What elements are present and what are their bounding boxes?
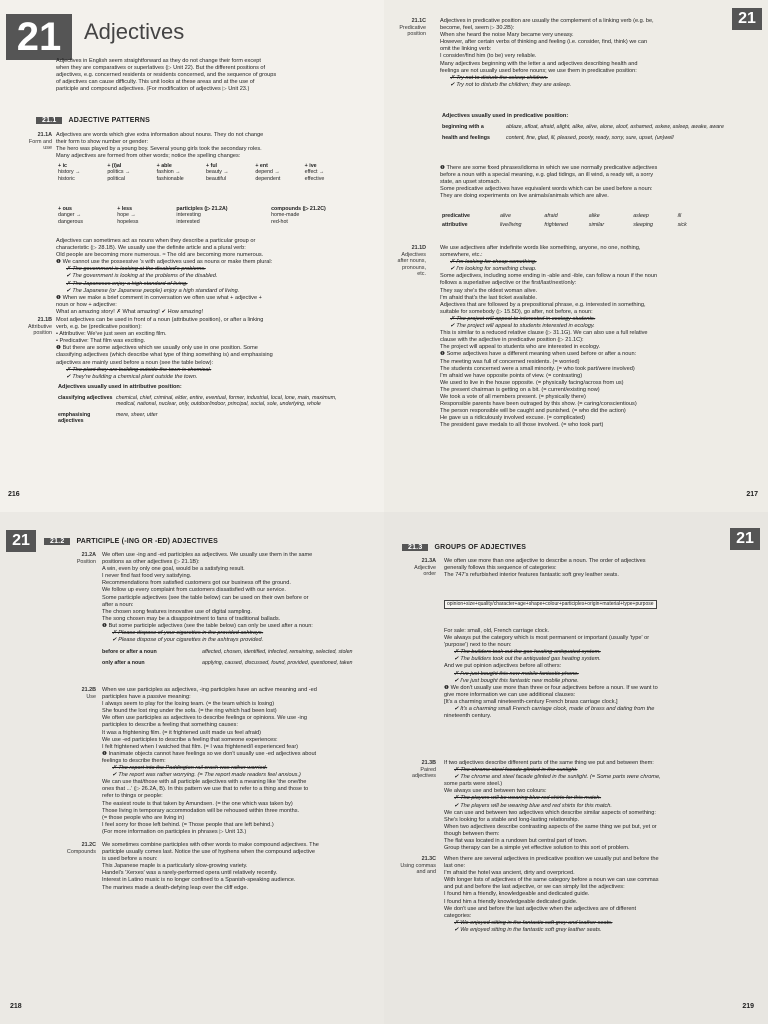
table-cell: live/living	[500, 222, 522, 229]
fixed-phrases-text	[440, 165, 740, 200]
text-line: suitable for somebody (▷ 15.5D), go after, not before, a noun:	[440, 308, 593, 315]
sidebar-section-number: 21.2C	[81, 842, 96, 848]
text-line: ✔ The project will appeal to students interested in ecology.	[450, 323, 595, 330]
text-line: Adjectives in predicative position are usually the complement of a linking verb (e.g. be,	[440, 18, 654, 24]
page-219	[384, 512, 768, 1024]
section-title: PARTICIPLE (-ING OR -ED) ADJECTIVES	[76, 538, 218, 545]
text-line: ✔ I'm looking for something cheap.	[450, 266, 537, 273]
text-line: ✔ The builders took out the antiquated gas heating system.	[454, 656, 601, 663]
text-line: ✔ The report was rather worrying. (= The report made readers feel anxious.)	[112, 772, 301, 779]
sidebar-label-text: Position	[76, 558, 96, 565]
section-21-2b-text	[102, 687, 368, 836]
text-line: noun or how + adjective:	[56, 301, 117, 308]
table-cell: historic	[58, 175, 75, 182]
text-line: Many adjectives are formed from other words; notice the spelling changes:	[56, 153, 241, 160]
table-cell: predicative	[442, 213, 470, 219]
table-header: + ful	[205, 163, 218, 169]
sidebar-section-number: 21.1A	[37, 132, 52, 138]
text-line: some parts were steel.)	[444, 781, 503, 788]
table-header: + able	[156, 163, 172, 169]
sidebar-label-text: order	[423, 571, 436, 578]
text-line: They say she's the oldest woman alive.	[440, 287, 538, 294]
sidebar-section-number: 21.3C	[421, 856, 436, 862]
text-line: ❶ When we make a brief comment in conversation we often use what + adjective +	[56, 294, 262, 301]
text-line: The project will appeal to students who are interested in ecology.	[440, 344, 601, 351]
text-line: 'purpose') next to the noun:	[444, 642, 512, 649]
attributive-table	[58, 395, 354, 425]
table-cell: dangerous	[58, 218, 84, 225]
text-line: Recommendations from satisfied customers got our business off the ground.	[102, 580, 291, 587]
suffix-table-2	[58, 206, 354, 225]
text-line: ✗ I've just bought this new mobile fantastic phone.	[454, 670, 579, 677]
text-line: before a noun with a special meaning, e.g. glad tidings, an ill wind, a ready wit, a sorry	[440, 172, 653, 179]
text-line: We always use and between two colours:	[444, 788, 547, 795]
text-line: He gave us a ridiculously involved excuse. (= complicated)	[440, 415, 586, 422]
table-header: + ous	[58, 206, 72, 212]
table-cell: effective	[304, 175, 325, 182]
table-header: + ive	[304, 163, 317, 169]
text-line: When we use participles as adjectives, -ing participles have an active meaning and -ed	[102, 687, 317, 693]
text-line: is used before a noun:	[102, 856, 158, 863]
section-number: 21.3	[402, 544, 428, 551]
section-title: ADJECTIVE PATTERNS	[68, 117, 150, 124]
sidebar-label-text: pronouns,	[402, 264, 426, 271]
text-line: I'm afraid we have opposite points of view. (= contrasting)	[440, 372, 583, 379]
text-line: when they are comparatives or superlatives (▷ Unit 22). But the different positions of	[56, 65, 266, 72]
pred-table-title: Adjectives usually used in predicative position:	[442, 113, 569, 119]
text-line: We always put the category which is most permanent or important (usually 'type' or	[444, 635, 650, 642]
text-line: We use -ed participles to describe a feeling that someone experiences:	[102, 736, 278, 743]
text-line: generally follows this sequence of categories:	[444, 565, 557, 572]
page-216	[0, 0, 384, 512]
page-number: 216	[8, 490, 20, 498]
text-line: ✔ We enjoyed sitting in the fantastic soft grey leather seats.	[454, 926, 602, 933]
table-cell: only after a noun	[102, 660, 145, 667]
sidebar-label-text: Form and	[28, 138, 52, 145]
sidebar-label-21-2c	[56, 842, 96, 855]
text-line: The marines made a death-defying leap over the cliff edge.	[102, 884, 249, 891]
table-cell: political	[107, 175, 125, 182]
text-line: It was a frightening film. (= it frightened us/it made us feel afraid)	[102, 729, 262, 736]
text-line: feelings are not usually used before nouns; we use them in predicative position:	[440, 67, 637, 74]
text-line: ✗ Try not to disturb the asleep children.	[450, 74, 548, 81]
text-line: The person responsible will be caught and punished. (= who did the action)	[440, 408, 626, 415]
text-line: The 747's refurbished interior features fantastic soft grey leather seats.	[444, 572, 619, 579]
table-cell: interesting	[176, 212, 201, 219]
page-number: 218	[10, 1002, 22, 1010]
text-line: clause with the adjective in predicative position (▷ 21.1C):	[440, 337, 584, 344]
text-line: The hero was played by a young boy. Several young girls took the secondary roles.	[56, 146, 262, 153]
sidebar-label-21-2b	[56, 687, 96, 700]
text-line: I felt frightened when I watched that film. (= I was frightened/I experienced fear)	[102, 743, 299, 750]
sidebar-label-text: adjectives	[412, 773, 436, 780]
text-line: classifying adjectives (which describe what type of thing something is) and emphasising	[56, 352, 273, 359]
intro-paragraph	[56, 58, 356, 93]
chapter-number-tab: 21	[730, 528, 760, 550]
text-line: positions as other adjectives (▷ 21.1B):	[102, 559, 200, 566]
text-line: The present chairman is getting on a bit. (= current/existing now)	[440, 386, 600, 393]
text-line: ✗ Please dispose of your cigarettes in the provided ashtrays.	[112, 630, 264, 637]
section-number: 21.1	[36, 117, 62, 124]
text-line: ✗ The plant they are building outside the town is chemical.	[66, 366, 212, 373]
section-heading-21-2	[44, 538, 218, 545]
table-cell: ill	[677, 213, 682, 219]
text-line: ✗ We enjoyed sitting in the fantastic soft grey and leather seats.	[454, 919, 613, 926]
text-line: Many adjectives beginning with the letter a and adjectives describing health and	[440, 60, 638, 67]
text-line: A win, even by only one goal, would be a satisfying result.	[102, 566, 245, 573]
sidebar-section-number: 21.1D	[411, 245, 426, 251]
text-line: What an amazing story! ✗ What amazing! ✔ How amazing!	[56, 308, 204, 315]
attr-table-title: Adjectives usually used in attributive position:	[58, 384, 182, 390]
text-line: ✗ I'm looking for cheap something.	[450, 259, 537, 266]
text-line: When there are several adjectives in predicative position we usually put and before the	[444, 856, 659, 862]
text-line: ❶ But there are some adjectives which we usually only use in one position. Some	[56, 345, 258, 352]
table-header: participles (▷ 21.2A)	[176, 206, 228, 212]
table-cell: interested	[176, 218, 200, 225]
table-cell: depend →	[255, 169, 280, 176]
adjective-order-sequence: opinion+size+quality/character+age+shape+colour+participles+origin+material+type+purpose	[444, 600, 657, 609]
sidebar-label-text: Predicative	[399, 24, 426, 31]
text-line: become, feel, seem ▷ 30.2B):	[440, 25, 515, 32]
text-line: ❶ But some participle adjectives (see the table below) can only be used after a noun:	[102, 622, 313, 629]
text-line: ❶ We cannot use the possessive 's with adjectives used as nouns or make them plural:	[56, 259, 273, 266]
text-line: ✗ The government is looking at the disabled's problems.	[66, 266, 206, 273]
page-number: 219	[742, 1002, 754, 1010]
sidebar-label-21-1a	[12, 132, 52, 152]
text-line: The chosen song features innovative use of digital sampling.	[102, 608, 252, 615]
suffix-table	[58, 163, 354, 182]
sidebar-label-21-3b	[396, 760, 436, 780]
text-line: I always seem to play for the losing team. (= the team which is losing)	[102, 701, 275, 708]
sidebar-label-text: Adjective	[414, 564, 436, 571]
text-line: However, after certain verbs of thinking and feeling (i.e. consider, find, think) we can	[440, 39, 648, 46]
sidebar-section-number: 21.3A	[421, 558, 436, 564]
sidebar-label-text: Use	[86, 693, 96, 700]
text-line: last one:	[444, 863, 466, 870]
text-line: Some adjectives, including some ending in -able and -ible, can follow a noun if the noun	[440, 273, 658, 280]
text-line: follows a superlative adjective or the first/last/next/only:	[440, 280, 577, 287]
table-cell: alike	[588, 213, 600, 219]
table-cell: danger →	[58, 212, 82, 219]
table-cell: affected, chosen, identified, infected, remaining, selected, stolen	[202, 649, 353, 655]
text-line: I found him a friendly knowledgeable dedicated guide.	[444, 898, 578, 905]
text-line: I'm afraid that's the last ticket available.	[440, 294, 537, 301]
chapter-number-tab: 21	[732, 8, 762, 30]
table-cell: classifying adjectives	[58, 395, 113, 401]
sidebar-label-text: Using commas	[400, 862, 436, 869]
sidebar-label-21-1b	[12, 317, 52, 337]
text-line: after a noun:	[102, 601, 134, 608]
text-line: We often use participles as adjectives to describe feelings or opinions. We use -ing	[102, 715, 308, 722]
text-line: ✔ The chrome and steel facade glinted in the sunlight. (= Some parts were chrome,	[454, 774, 661, 781]
section-21-2a-text	[102, 552, 368, 644]
text-line: ✔ The government is looking at the problems of the disabled.	[66, 273, 218, 280]
text-line: (For more information on participles in phrases ▷ Unit 13.)	[102, 828, 247, 835]
text-line: [It's a charming small nineteenth-century French brass carriage clock.]	[444, 698, 618, 705]
text-line: Interest in Latino music is no longer confined to a Spanish-speaking audience.	[102, 877, 296, 884]
section-21-1d-text	[440, 245, 740, 429]
section-heading-21-1	[36, 117, 150, 124]
text-line: Responsible parents have been outraged by this show. (= caring/conscientious)	[440, 401, 637, 408]
table-cell: afraid	[544, 213, 558, 219]
sidebar-label-text: Attributive	[28, 323, 52, 330]
text-line: We can use that/those with all participle adjectives with a meaning like 'the one/the	[102, 779, 307, 786]
text-line: ✔ It's a charming small French carriage clock, made of brass and dating from the	[454, 706, 655, 713]
section-21-2c-text	[102, 842, 368, 892]
table-cell: similar	[588, 222, 605, 229]
text-line: I never find fast food very satisfying.	[102, 573, 192, 580]
table-header: + (i)al	[107, 163, 122, 169]
sidebar-label-21-1c	[386, 18, 426, 38]
text-line: ✗ The builders took out the gas heating antiquated system.	[454, 649, 601, 656]
text-line: give more information we can use additional clauses:	[444, 691, 576, 698]
table-cell: ablaze, afloat, afraid, alight, alike, alive, alone, aloof, ashamed, askew, asleep, awake, aware	[506, 124, 724, 130]
sidebar-label-21-1d	[386, 245, 426, 278]
text-line: categories:	[444, 912, 472, 919]
table-cell: mere, sheer, utter	[116, 411, 158, 418]
sidebar-section-number: 21.1C	[411, 18, 426, 24]
table-header: + less	[117, 206, 133, 212]
text-line: We use adjectives after indefinite words like something, anyone, no one, nothing,	[440, 245, 641, 251]
table-cell: chemical, chief, criminal, elder, entire, eventual, former, industrial, local, lone, main, maximum, medical, national, nuclear, only, outdoor/indoor, principal, social, sole, underlying, whole	[116, 395, 337, 408]
text-line: ❶ Some adjectives have a different meaning when used before or after a noun:	[440, 351, 637, 358]
table-cell: attributive	[442, 222, 468, 229]
text-line: For sale: small, old, French carriage clock.	[444, 628, 550, 634]
text-line: ✔ I've just bought this fantastic new mobile phone.	[454, 677, 579, 684]
sidebar-label-text: and and	[416, 869, 436, 876]
text-line: ❶ There are some fixed phrases/idioms in which we use normally predicative adjectives	[440, 165, 658, 171]
text-line: We took a vote of all members present. (= physically there)	[440, 393, 586, 400]
text-line: participles have a passive meaning:	[102, 694, 191, 701]
participle-table	[102, 649, 364, 667]
text-line: The flat was located in a rundown but central part of town.	[444, 838, 588, 845]
table-cell: content, fine, glad, ill, pleased, poorly, ready, sorry, sure, upset, (un)well	[506, 135, 674, 142]
text-line: ✔ The Japanese (or Japanese people) enjoy a high standard of living.	[66, 287, 240, 294]
text-line: I found him a friendly, knowledgeable and dedicated guide.	[444, 891, 590, 898]
text-line: Old people are becoming more numerous. ≈ The old are becoming more numerous.	[56, 252, 264, 259]
section-number: 21.2	[44, 538, 70, 545]
text-line: This Japanese maple is a particularly slow-growing variety.	[102, 863, 248, 870]
text-line: of adjectives can cause difficulty. This unit looks at these areas and at the use of	[56, 79, 255, 86]
text-line: refer to things or people:	[102, 793, 163, 800]
sidebar-label-text: position	[33, 330, 52, 337]
text-line: She's looking for a stable and long-lasting relationship.	[444, 816, 580, 823]
table-cell: applying, caused, discussed, found, provided, questioned, taken	[202, 660, 353, 667]
table-cell: frightened	[544, 222, 568, 229]
text-line: ✔ They're building a chemical plant outside the town.	[66, 373, 198, 380]
table-cell: hope →	[117, 212, 136, 219]
text-line: though between them:	[444, 830, 500, 837]
sidebar-label-21-3c	[396, 856, 436, 876]
page-217	[384, 0, 768, 512]
table-cell: beauty →	[205, 169, 229, 176]
section-heading-21-3	[402, 544, 526, 551]
text-line: characteristic (▷ 28.1B). We usually use the definite article and a plural verb:	[56, 245, 246, 252]
section-21-1a-text-2	[56, 238, 356, 316]
text-line: Adjectives can sometimes act as nouns when they describe a particular group or	[56, 238, 256, 244]
table-cell: history →	[58, 169, 81, 176]
text-line: ✔ Try not to disturb the children; they are asleep.	[450, 81, 572, 88]
text-line: She found the lost ring under the sofa. (= the ring which had been lost)	[102, 708, 277, 715]
text-line: The president gave medals to all those involved. (= who took part)	[440, 422, 604, 429]
text-line: ✗ The players will be wearing blue red shirts for this match.	[454, 795, 602, 802]
text-line: We used to live in the house opposite. (= physically facing/across from us)	[440, 379, 624, 386]
table-header: + ent	[255, 163, 268, 169]
text-line: We often use more than one adjective to describe a noun. The order of adjectives	[444, 558, 646, 564]
table-cell: beautiful	[205, 175, 227, 182]
table-cell: before or after a noun	[102, 649, 157, 655]
text-line: We don't use and before the last adjective when the adjectives are of different	[444, 905, 637, 912]
sidebar-section-number: 21.1B	[37, 317, 52, 323]
table-cell: beginning with a	[442, 124, 484, 130]
text-line: participle usually comes last. Notice the use of hyphens when the compound adjective	[102, 849, 315, 856]
page-218	[0, 512, 384, 1024]
chapter-number-tab: 21	[6, 530, 36, 552]
text-line: The easiest route is that taken by Amundsen. (= the one which was taken by)	[102, 800, 293, 807]
section-21-1c-text	[440, 18, 730, 89]
text-line: The meeting was full of concerned residents. (= worried)	[440, 358, 580, 365]
text-line: The students concerned were a small minority. (= who took part/were involved)	[440, 365, 635, 372]
text-line: their form to show number or gender:	[56, 139, 149, 146]
text-line: The song chosen may be a disappointment to fans of traditional ballads.	[102, 615, 281, 622]
text-line: With longer lists of adjectives of the same category before a noun we can use commas	[444, 877, 659, 884]
text-line: Adjectives in English seem straightforward as they do not change their form except	[56, 58, 261, 64]
text-line: (= those people who are living in)	[102, 814, 185, 821]
text-line: ones that ...' (▷ 26.2A, B). In this pattern we use that to refer to a thing and those to	[102, 786, 309, 793]
sidebar-label-text: Paired	[420, 766, 436, 773]
text-line: and put and before the last adjective, or we can simply list the adjectives:	[444, 884, 625, 891]
page-number: 217	[746, 490, 758, 498]
table-header: compounds (▷ 21.2C)	[271, 206, 326, 212]
text-line: state, an upset stomach.	[440, 179, 501, 186]
text-line: ✗ The Japaneses enjoy a high standard of living.	[66, 280, 188, 287]
text-line: Some participle adjectives (see the table below) can be used on their own before or	[102, 594, 309, 601]
sidebar-label-21-3a	[396, 558, 436, 578]
table-cell: fashion →	[156, 169, 181, 176]
text-line: • Attributive: We've just seen an exciting film.	[56, 331, 167, 338]
text-line: We follow up every complaint from customers dissatisfied with our service.	[102, 587, 286, 594]
text-line: When two adjectives describe contrasting aspects of the same thing we put but, yet or	[444, 823, 657, 830]
section-21-3a-text-2	[444, 628, 744, 720]
table-cell: sleeping	[633, 222, 653, 229]
text-line: Adjectives are words which give extra information about nouns. They do not change	[56, 132, 264, 138]
text-line: Handel's 'Xerxes' was a rarely-performed opera until relatively recently.	[102, 870, 278, 877]
text-line: feelings to describe them:	[102, 757, 166, 764]
text-line: ❶ Inanimate objects cannot have feelings so we don't usually use -ed adjectives about	[102, 750, 317, 757]
table-cell: red-hot	[271, 218, 288, 225]
equivalents-table	[442, 213, 722, 229]
text-line: omit the linking verb:	[440, 46, 492, 53]
section-21-3b-text	[444, 760, 744, 852]
text-line: They are doing experiments on live animals/animals which are alive.	[440, 193, 609, 200]
text-line: verb, e.g. be (predicative position):	[56, 324, 142, 331]
text-line: ❶ We don't usually use more than three or four adjectives before a noun. If we want to	[444, 684, 658, 691]
table-header: + ic	[58, 163, 67, 169]
text-line: adjectives are mainly used before a noun (see the table below):	[56, 359, 214, 366]
table-cell: emphasising adjectives	[58, 411, 91, 425]
table-cell: dependent	[255, 175, 281, 182]
text-line: We sometimes combine participles with other words to make compound adjectives. The	[102, 842, 319, 848]
sidebar-label-text: after nouns,	[397, 258, 426, 265]
table-cell: hopeless	[117, 218, 139, 225]
text-line: • Predicative: That film was exciting.	[56, 338, 146, 345]
text-line: This is similar to a reduced relative clause (▷ 31.1G). We can also use a full relative	[440, 330, 648, 337]
table-cell: effect →	[304, 169, 325, 176]
table-cell: alive	[500, 213, 511, 219]
text-line: ✗ The project will appeal to interested in ecology students.	[450, 315, 596, 322]
text-line: ✔ Please dispose of your cigarettes in the ashtrays provided.	[112, 637, 264, 644]
sidebar-label-text: use	[43, 145, 52, 152]
section-21-1b-text	[56, 317, 356, 381]
table-cell: sick	[677, 222, 687, 229]
sidebar-section-number: 21.3B	[421, 760, 436, 766]
text-line: Adjectives that are followed by a prepositional phrase, e.g. interested in something,	[440, 301, 646, 308]
sidebar-label-text: position	[407, 31, 426, 38]
section-21-3a-text	[444, 558, 744, 579]
sidebar-label-text: Adjectives	[401, 251, 426, 258]
text-line: I consider/find him (to be) very reliable.	[440, 53, 537, 60]
text-line: And we put opinion adjectives before all others:	[444, 663, 562, 670]
table-cell: asleep	[633, 213, 649, 219]
text-line: somewhere, etc.:	[440, 252, 483, 259]
text-line: Some predicative adjectives have equivalent words which can be used before a noun:	[440, 186, 653, 193]
chapter-number-tab: 21	[6, 14, 72, 60]
sidebar-section-number: 21.2B	[81, 687, 96, 693]
predicative-table	[442, 124, 732, 142]
table-cell: home-made	[271, 212, 300, 219]
text-line: ✔ The players will be wearing blue and red shirts for this match.	[454, 802, 612, 809]
text-line: We can use and between two adjectives which describe similar aspects of something:	[444, 809, 656, 816]
text-line: When she heard the noise Mary became very uneasy.	[440, 32, 574, 39]
section-21-3c-text	[444, 856, 744, 934]
text-line: ✗ The report into the Paddington rail crash was rather worried.	[112, 765, 268, 772]
sidebar-label-21-2a	[56, 552, 96, 565]
text-line: adjectives, e.g. concerned residents or residents concerned, and the sequence of groups	[56, 72, 277, 79]
table-cell: fashionable	[156, 175, 184, 182]
text-line: I'm afraid the hotel was ancient, dirty and overpriced.	[444, 870, 575, 877]
section-title: GROUPS OF ADJECTIVES	[434, 544, 527, 551]
text-line: Most adjectives can be used in front of a noun (attributive position), or after a linking	[56, 317, 264, 323]
text-line: ✗ The chrome steel facade glinted in the sunlight.	[454, 767, 578, 774]
text-line: Group therapy can be a simple yet effective solution to this sort of problem.	[444, 845, 630, 852]
table-cell: health and feelings	[442, 135, 490, 142]
text-line: participle and compound adjectives. (For modification of adjectives ▷ Unit 23.)	[56, 86, 250, 93]
text-line: I feel sorry for those left behind. (= Those people that are left behind.)	[102, 821, 274, 828]
chapter-title: Adjectives	[84, 19, 185, 44]
sidebar-label-text: Compounds	[66, 848, 96, 855]
sidebar-label-text: etc.	[417, 271, 426, 278]
table-cell: politics →	[107, 169, 131, 176]
text-line: nineteenth century.	[444, 713, 492, 720]
text-line: participles to describe a feeling that something causes:	[102, 722, 238, 729]
sidebar-section-number: 21.2A	[81, 552, 96, 558]
text-line: Those living in temporary accommodation will be rehoused within three months.	[102, 807, 300, 814]
text-line: We often use -ing and -ed participles as adjectives. We usually use them in the same	[102, 552, 313, 558]
section-21-1a-text	[56, 132, 356, 160]
text-line: If two adjectives describe different parts of the same thing we put and between them:	[444, 760, 654, 766]
